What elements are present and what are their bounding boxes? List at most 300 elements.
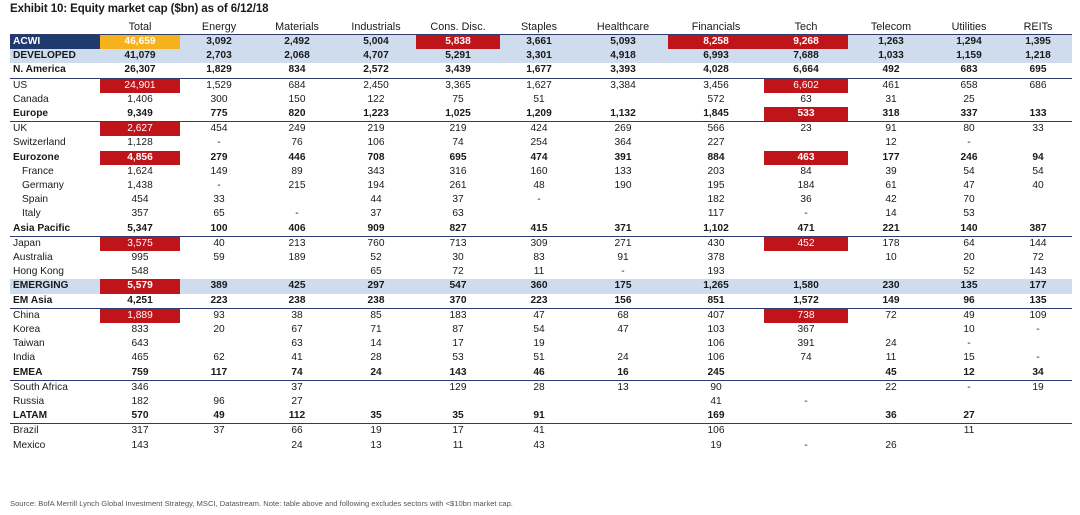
table-cell: 28 xyxy=(533,381,545,393)
table-row xyxy=(10,409,1072,424)
table-cell: 318 xyxy=(848,107,934,122)
table-row xyxy=(10,35,1072,50)
table-cell xyxy=(848,395,934,409)
table-cell: 133 xyxy=(1004,107,1072,122)
table-cell: 452 xyxy=(764,236,848,251)
table-cell: 52 xyxy=(963,266,975,278)
table-cell: 76 xyxy=(291,137,303,149)
table-cell: 117 xyxy=(180,366,258,381)
table-cell xyxy=(764,409,848,424)
table-row xyxy=(10,107,1072,122)
table-row xyxy=(10,439,1072,453)
table-cell: 59 xyxy=(213,252,225,264)
table-cell: 4,918 xyxy=(578,49,668,63)
table-cell: 109 xyxy=(1029,309,1047,321)
table-cell: - xyxy=(217,137,221,149)
table-cell xyxy=(500,207,578,221)
table-cell: 41 xyxy=(533,425,545,437)
table-cell: 28 xyxy=(370,352,382,364)
table-cell: 309 xyxy=(530,237,548,249)
table-cell: 5,838 xyxy=(416,35,500,50)
table-cell: 150 xyxy=(288,93,306,105)
table-cell: 471 xyxy=(764,222,848,237)
table-cell: 686 xyxy=(1029,79,1047,91)
table-cell: 47 xyxy=(533,309,545,321)
table-cell: 775 xyxy=(180,107,258,122)
table-cell: 371 xyxy=(578,222,668,237)
table-cell: 94 xyxy=(1032,151,1044,163)
table-cell: 2,068 xyxy=(258,49,336,63)
table-cell: 19 xyxy=(533,338,545,350)
table-cell xyxy=(578,395,668,409)
table-row xyxy=(10,193,1072,207)
table-cell: 24 xyxy=(617,352,629,364)
table-cell: 430 xyxy=(707,237,725,249)
table-cell: 708 xyxy=(367,151,385,163)
table-cell: 47 xyxy=(963,180,975,192)
table-cell xyxy=(934,395,1004,409)
table-cell: 49 xyxy=(180,409,258,424)
table-cell: 46 xyxy=(500,366,578,381)
table-row xyxy=(10,49,1072,63)
table-cell: 19 xyxy=(370,425,382,437)
table-cell: 33 xyxy=(1032,123,1044,135)
table-row xyxy=(10,122,1072,137)
table-cell: 425 xyxy=(258,279,336,293)
table-cell: 1,265 xyxy=(668,279,764,293)
table-cell xyxy=(1004,93,1072,107)
table-cell: 909 xyxy=(336,222,416,237)
table-cell: 3,365 xyxy=(445,79,471,91)
table-cell: 14 xyxy=(885,208,897,220)
table-cell: 91 xyxy=(885,123,897,135)
table-cell: 203 xyxy=(707,165,725,177)
table-cell: 2,627 xyxy=(100,122,180,137)
row-label: EMERGING xyxy=(10,279,100,293)
table-cell: 1,845 xyxy=(668,107,764,122)
table-cell: 6,993 xyxy=(668,49,764,63)
table-cell: 461 xyxy=(882,79,900,91)
table-cell: - xyxy=(804,396,808,408)
table-cell xyxy=(848,323,934,337)
table-cell: 572 xyxy=(707,93,725,105)
table-cell: 407 xyxy=(707,309,725,321)
table-cell: 15 xyxy=(963,352,975,364)
table-cell: 183 xyxy=(449,309,467,321)
table-row xyxy=(10,93,1072,107)
table-row xyxy=(10,151,1072,165)
table-cell: 6,664 xyxy=(764,63,848,78)
table-cell: 74 xyxy=(258,366,336,381)
table-cell: 389 xyxy=(180,279,258,293)
column-header: Total xyxy=(100,21,180,35)
table-cell: 112 xyxy=(258,409,336,424)
table-cell: 37 xyxy=(291,381,303,393)
table-cell: 4,707 xyxy=(336,49,416,63)
table-cell: 2,572 xyxy=(336,63,416,78)
column-header: Energy xyxy=(180,21,258,35)
table-row xyxy=(10,136,1072,150)
table-cell xyxy=(578,424,668,439)
table-cell: 1,033 xyxy=(848,49,934,63)
column-header: Materials xyxy=(258,21,336,35)
table-cell xyxy=(336,380,416,395)
table-cell: 370 xyxy=(416,294,500,309)
table-cell: 245 xyxy=(668,366,764,381)
table-cell xyxy=(258,265,336,279)
table-cell: 35 xyxy=(336,409,416,424)
table-cell: 1,025 xyxy=(416,107,500,122)
table-cell: 683 xyxy=(934,63,1004,78)
table-cell: 144 xyxy=(1029,237,1047,249)
table-cell: 6,602 xyxy=(764,78,848,93)
table-cell: 406 xyxy=(258,222,336,237)
table-cell: 492 xyxy=(848,63,934,78)
table-row xyxy=(10,179,1072,193)
table-cell: 213 xyxy=(288,237,306,249)
table-cell: 10 xyxy=(885,252,897,264)
table-cell: 738 xyxy=(764,308,848,323)
row-label: Australia xyxy=(13,252,53,264)
table-cell: 52 xyxy=(370,252,382,264)
table-cell: 474 xyxy=(530,151,548,163)
column-header: Tech xyxy=(764,21,848,35)
table-cell: 223 xyxy=(500,294,578,309)
table-cell: 316 xyxy=(449,165,467,177)
table-cell xyxy=(180,337,258,351)
table-cell: 93 xyxy=(213,309,225,321)
table-cell xyxy=(764,380,848,395)
row-label: South Africa xyxy=(13,381,68,393)
table-cell: 26,307 xyxy=(100,63,180,78)
table-cell: 135 xyxy=(1004,294,1072,309)
table-cell: 713 xyxy=(449,237,467,249)
table-row xyxy=(10,337,1072,351)
table-cell: 695 xyxy=(1004,63,1072,78)
table-cell: - xyxy=(804,208,808,220)
table-cell: 454 xyxy=(210,123,228,135)
table-cell xyxy=(1004,395,1072,409)
table-cell: 61 xyxy=(885,180,897,192)
column-header: Cons. Disc. xyxy=(416,21,500,35)
table-cell: 3,092 xyxy=(180,35,258,50)
table-cell: 11 xyxy=(452,439,464,451)
table-cell: - xyxy=(537,194,541,206)
table-cell: 41 xyxy=(710,396,722,408)
table-cell: 658 xyxy=(960,79,978,91)
table-cell: 63 xyxy=(800,93,812,105)
table-cell: 9,268 xyxy=(764,35,848,50)
column-header-region xyxy=(10,21,100,35)
table-cell: 19 xyxy=(710,439,722,451)
source-note: Source: BofA Merrill Lynch Global Investment Strategy, MSCI, Datastream. Note: table above and following excludes sectors with <$10bn market cap. xyxy=(10,499,513,508)
table-cell: 4,251 xyxy=(100,294,180,309)
table-cell: 1,294 xyxy=(934,35,1004,50)
table-cell: 39 xyxy=(885,165,897,177)
table-cell: 238 xyxy=(258,294,336,309)
table-cell: 51 xyxy=(533,93,545,105)
table-cell: 215 xyxy=(288,180,306,192)
table-cell: 391 xyxy=(614,151,632,163)
table-cell: 297 xyxy=(336,279,416,293)
table-cell: 834 xyxy=(258,63,336,78)
table-cell: 415 xyxy=(500,222,578,237)
table-cell: 140 xyxy=(934,222,1004,237)
table-cell: 103 xyxy=(707,324,725,336)
table-cell: 219 xyxy=(367,123,385,135)
table-cell xyxy=(578,93,668,107)
table-cell: 249 xyxy=(288,123,306,135)
table-cell: 184 xyxy=(797,180,815,192)
table-cell: 43 xyxy=(533,439,545,451)
table-cell: 684 xyxy=(288,79,306,91)
column-header: Industrials xyxy=(336,21,416,35)
table-cell: 177 xyxy=(882,151,900,163)
table-cell xyxy=(578,409,668,424)
table-cell: 36 xyxy=(800,194,812,206)
row-label: Hong Kong xyxy=(13,266,64,278)
table-cell: 149 xyxy=(210,165,228,177)
table-cell: 45 xyxy=(848,366,934,381)
table-cell: 46,659 xyxy=(100,35,180,50)
table-cell: 547 xyxy=(416,279,500,293)
table-cell: - xyxy=(1036,352,1040,364)
row-label: Mexico xyxy=(13,439,46,451)
table-cell: 367 xyxy=(797,324,815,336)
row-label: Canada xyxy=(13,93,49,105)
table-cell: 85 xyxy=(370,309,382,321)
table-cell xyxy=(764,366,848,381)
table-cell: 317 xyxy=(131,425,149,437)
table-cell: 343 xyxy=(367,165,385,177)
table-cell: 17 xyxy=(452,338,464,350)
table-cell: 177 xyxy=(1004,279,1072,293)
table-cell: 106 xyxy=(707,352,725,364)
row-label: China xyxy=(13,309,40,321)
table-cell: 3,439 xyxy=(416,63,500,78)
table-cell: 223 xyxy=(180,294,258,309)
table-cell xyxy=(180,265,258,279)
table-cell: 129 xyxy=(449,381,467,393)
table-row xyxy=(10,323,1072,337)
row-label: Russia xyxy=(13,396,45,408)
table-cell: 68 xyxy=(617,309,629,321)
table-cell xyxy=(1004,424,1072,439)
table-cell: 3,456 xyxy=(703,79,729,91)
table-cell: 9,349 xyxy=(100,107,180,122)
table-cell: 8,258 xyxy=(668,35,764,50)
table-row xyxy=(10,279,1072,293)
table-cell: 346 xyxy=(131,381,149,393)
table-cell: 5,291 xyxy=(416,49,500,63)
table-cell: 2,492 xyxy=(258,35,336,50)
table-cell: 23 xyxy=(800,123,812,135)
table-cell xyxy=(336,395,416,409)
table-row xyxy=(10,251,1072,265)
table-cell: 160 xyxy=(530,165,548,177)
table-cell: 3,301 xyxy=(500,49,578,63)
table-cell: 1,889 xyxy=(100,308,180,323)
row-label: Asia Pacific xyxy=(10,222,100,237)
row-label: UK xyxy=(13,123,28,135)
table-cell: 24 xyxy=(885,338,897,350)
table-cell: 133 xyxy=(614,165,632,177)
table-cell: 1,406 xyxy=(127,93,153,105)
table-cell: 1,624 xyxy=(127,165,153,177)
row-label: France xyxy=(22,165,54,177)
table-cell: 1,209 xyxy=(500,107,578,122)
table-cell: 37 xyxy=(370,208,382,220)
table-header-row xyxy=(10,21,1072,35)
table-cell: 1,395 xyxy=(1004,35,1072,50)
table-cell: 63 xyxy=(291,338,303,350)
table-cell xyxy=(258,193,336,207)
row-label: DEVELOPED xyxy=(10,49,100,63)
table-row xyxy=(10,294,1072,309)
table-cell: 227 xyxy=(707,137,725,149)
table-cell: 11 xyxy=(885,352,897,364)
table-cell: 851 xyxy=(668,294,764,309)
table-row xyxy=(10,63,1072,78)
table-cell: 106 xyxy=(707,338,725,350)
table-cell: 72 xyxy=(1032,252,1044,264)
table-cell: 53 xyxy=(963,208,975,220)
table-cell: 143 xyxy=(131,439,149,451)
table-cell: 12 xyxy=(934,366,1004,381)
table-cell: 72 xyxy=(885,309,897,321)
table-row xyxy=(10,207,1072,221)
table-cell: - xyxy=(1036,324,1040,336)
table-cell xyxy=(578,193,668,207)
table-cell: 1,529 xyxy=(206,79,232,91)
table-cell: 54 xyxy=(533,324,545,336)
table-cell: 24,901 xyxy=(100,78,180,93)
table-cell: 7,688 xyxy=(764,49,848,63)
table-cell: 89 xyxy=(291,165,303,177)
table-cell: 33 xyxy=(213,194,225,206)
table-cell xyxy=(1004,207,1072,221)
table-cell: 1,102 xyxy=(668,222,764,237)
table-cell: 820 xyxy=(258,107,336,122)
table-cell xyxy=(416,395,500,409)
table-cell: 72 xyxy=(452,266,464,278)
table-cell: 833 xyxy=(131,324,149,336)
table-cell: 279 xyxy=(210,151,228,163)
table-cell: 54 xyxy=(1032,165,1044,177)
table-row xyxy=(10,351,1072,365)
table-row xyxy=(10,366,1072,381)
table-cell: 54 xyxy=(963,165,975,177)
table-cell: 1,572 xyxy=(764,294,848,309)
table-cell: 80 xyxy=(963,123,975,135)
table-cell: 261 xyxy=(449,180,467,192)
table-cell: 548 xyxy=(131,266,149,278)
table-cell: - xyxy=(967,137,971,149)
table-cell: 66 xyxy=(291,425,303,437)
row-label: Japan xyxy=(13,237,41,249)
table-cell xyxy=(848,424,934,439)
table-cell: 11 xyxy=(963,425,975,437)
table-cell: 3,575 xyxy=(100,236,180,251)
table-cell: 357 xyxy=(131,208,149,220)
row-label: Germany xyxy=(22,180,64,192)
table-cell: 5,347 xyxy=(100,222,180,237)
table-cell: 27 xyxy=(291,396,303,408)
table-cell: 27 xyxy=(934,409,1004,424)
table-cell: 40 xyxy=(213,237,225,249)
table-cell: 4,856 xyxy=(100,151,180,165)
table-cell: 337 xyxy=(934,107,1004,122)
table-cell: 36 xyxy=(848,409,934,424)
table-cell: 24 xyxy=(336,366,416,381)
table-cell: 91 xyxy=(500,409,578,424)
table-cell: 84 xyxy=(800,165,812,177)
table-cell: 1,829 xyxy=(180,63,258,78)
column-header: Utilities xyxy=(934,21,1004,35)
table-cell: 378 xyxy=(707,252,725,264)
table-cell: 566 xyxy=(707,123,725,135)
table-cell: 219 xyxy=(449,123,467,135)
table-cell xyxy=(1004,136,1072,150)
table-cell: 2,703 xyxy=(180,49,258,63)
table-cell: - xyxy=(621,266,625,278)
table-cell: 759 xyxy=(100,366,180,381)
row-label: Switzerland xyxy=(13,137,66,149)
row-label: Brazil xyxy=(13,425,39,437)
table-cell: 995 xyxy=(131,252,149,264)
table-cell: 195 xyxy=(707,180,725,192)
table-cell xyxy=(578,337,668,351)
row-label: US xyxy=(13,79,28,91)
table-cell: 26 xyxy=(885,439,897,451)
table-cell: 884 xyxy=(707,151,725,163)
table-cell: 533 xyxy=(764,107,848,122)
table-cell: 424 xyxy=(530,123,548,135)
table-cell: 221 xyxy=(848,222,934,237)
table-cell: 65 xyxy=(370,266,382,278)
table-cell: 20 xyxy=(213,324,225,336)
table-cell: 100 xyxy=(180,222,258,237)
table-cell xyxy=(1004,337,1072,351)
table-cell: 44 xyxy=(370,194,382,206)
table-cell: 194 xyxy=(367,180,385,192)
table-cell: 17 xyxy=(452,425,464,437)
table-cell: 30 xyxy=(452,252,464,264)
table-cell xyxy=(1004,193,1072,207)
table-cell xyxy=(180,380,258,395)
row-label: Taiwan xyxy=(13,338,45,350)
table-cell: 41,079 xyxy=(100,49,180,63)
table-cell: 189 xyxy=(288,252,306,264)
table-cell: 5,579 xyxy=(100,279,180,293)
row-label: Spain xyxy=(22,194,49,206)
table-cell: 643 xyxy=(131,338,149,350)
column-header: REITs xyxy=(1004,21,1072,35)
table-cell: 65 xyxy=(213,208,225,220)
table-cell: 193 xyxy=(707,266,725,278)
table-cell: 3,384 xyxy=(610,79,636,91)
table-cell: 454 xyxy=(131,194,149,206)
table-cell: 182 xyxy=(131,396,149,408)
table-cell: 1,438 xyxy=(127,180,153,192)
table-cell: 190 xyxy=(614,180,632,192)
table-cell: 246 xyxy=(960,151,978,163)
table-cell: 71 xyxy=(370,324,382,336)
table-cell: 70 xyxy=(963,194,975,206)
table-cell: 22 xyxy=(885,381,897,393)
table-cell: 16 xyxy=(578,366,668,381)
market-cap-table xyxy=(10,21,1072,453)
